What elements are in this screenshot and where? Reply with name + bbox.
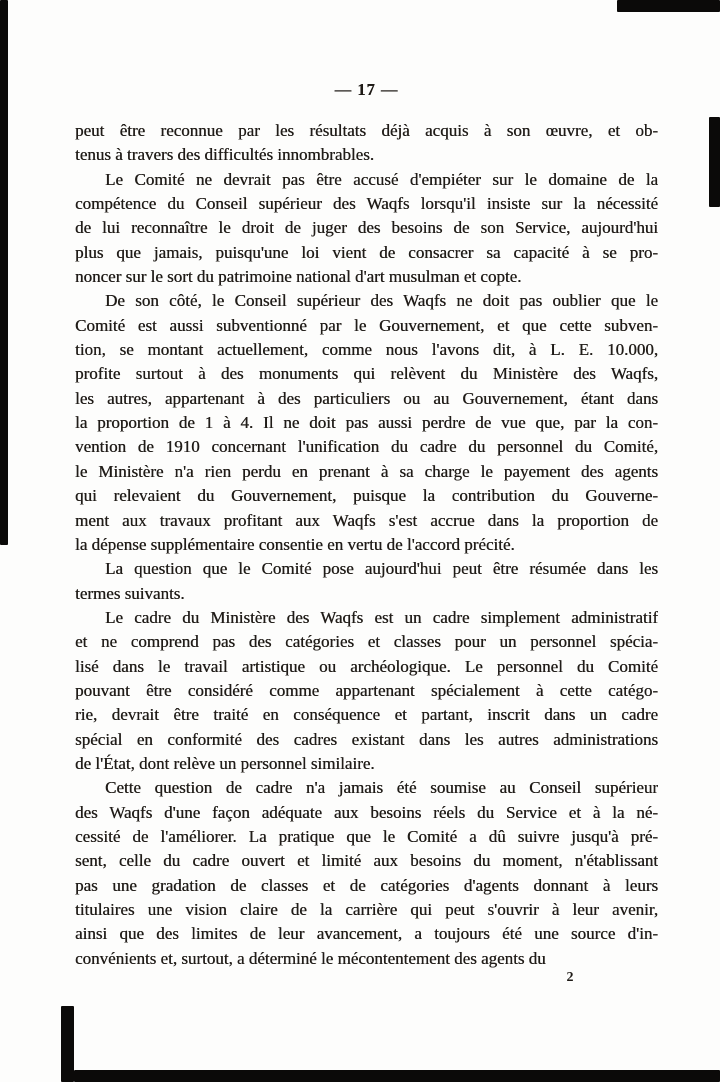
text-line: noncer sur le sort du patrimoine national d'art musulman et copte.: [75, 267, 522, 287]
text-line: De son côté, le Conseil supérieur des Waqfs ne doit pas oublier que le: [105, 291, 658, 311]
text-line: la proportion de 1 à 4. Il ne doit pas aussi perdre de vue que, par la con-: [75, 413, 658, 433]
signature-mark: 2: [566, 970, 574, 985]
scan-artifact-bottom-bar: [74, 1070, 720, 1082]
text-line: profite surtout à des monuments qui relèvent du Ministère des Waqfs,: [75, 364, 658, 384]
text-line: ainsi que des limites de leur avancement, a toujours été une source d'in-: [75, 924, 658, 944]
text-line: qui relevaient du Gouvernement, puisque la contribution du Gouverne-: [75, 486, 658, 506]
text-line: vention de 1910 concernant l'unification du cadre du personnel du Comité,: [75, 437, 658, 457]
text-line: des Waqfs d'une façon adéquate aux besoins réels du Service et à la né-: [75, 802, 658, 822]
text-line: compétence du Conseil supérieur des Waqfs lorsqu'il insiste sur la nécessité: [75, 194, 658, 214]
text-block: [75, 119, 658, 971]
text-line: plus que jamais, puisqu'une loi vient de consacrer sa capacité à se pro-: [75, 242, 658, 262]
text-line: ment aux travaux profitant aux Waqfs s'est accrue dans la proportion de: [75, 510, 658, 530]
scan-artifact-top-right-bar: [617, 0, 720, 12]
text-line: lisé dans le travail artistique ou archéologique. Le personnel du Comité: [75, 656, 658, 676]
text-line: et ne comprend pas des catégories et classes pour un personnel spécia-: [75, 632, 658, 652]
text-line: pas une gradation de classes et de catégories d'agents donnant à leurs: [75, 875, 658, 895]
text-line: Comité est aussi subventionné par le Gouvernement, et que cette subven-: [75, 315, 658, 335]
text-line: pouvant être considéré comme appartenant spécialement à cette catégo-: [75, 680, 658, 700]
text-line: Cette question de cadre n'a jamais été soumise au Conseil supérieur: [105, 778, 658, 798]
text-line: convénients et, surtout, a déterminé le mécontentement des agents du: [75, 948, 546, 968]
text-line: tenus à travers des difficultés innombrables.: [75, 145, 374, 165]
text-line: sent, celle du cadre ouvert et limité aux besoins du moment, n'établissant: [75, 851, 658, 871]
text-line: rie, devrait être traité en conséquence et partant, inscrit dans un cadre: [75, 705, 658, 725]
text-line: peut être reconnue par les résultats déjà acquis à son œuvre, et ob-: [75, 121, 658, 140]
text-line: tion, se montant actuellement, comme nous l'avons dit, à L. E. 10.000,: [75, 340, 658, 360]
text-line: Le cadre du Ministère des Waqfs est un cadre simplement administratif: [105, 607, 658, 627]
page-number: — 17 —: [334, 80, 399, 99]
text-line: les autres, appartenant à des particuliers ou au Gouvernement, étant dans: [75, 388, 658, 408]
text-line: titulaires une vision claire de la carrière qui peut s'ouvrir à leur avenir,: [75, 900, 658, 919]
scan-artifact-bottom-left-bar: [61, 1006, 74, 1082]
text-line: Le Comité ne devrait pas être accusé d'empiéter sur le domaine de la: [105, 169, 658, 189]
text-line: le Ministère n'a rien perdu en prenant à sa charge le payement des agents: [75, 461, 658, 481]
text-line: spécial en conformité des cadres existant dans les autres administrations: [75, 729, 658, 749]
text-line: de l'État, dont relève un personnel similaire.: [75, 753, 375, 773]
text-line: La question que le Comité pose aujourd'hui peut être résumée dans les: [105, 559, 658, 579]
scan-artifact-left-bar: [0, 0, 8, 545]
text-line: termes suivants.: [75, 583, 185, 603]
text-line: cessité de l'améliorer. La pratique que le Comité a dû suivre jusqu'à pré-: [75, 826, 658, 846]
text-line: de lui reconnaître le droit de juger des besoins de son Service, aujourd'hui: [75, 218, 658, 238]
text-line: la dépense supplémentaire consentie en vertu de l'accord précité.: [75, 534, 515, 554]
scan-artifact-right-blob: [709, 117, 720, 207]
